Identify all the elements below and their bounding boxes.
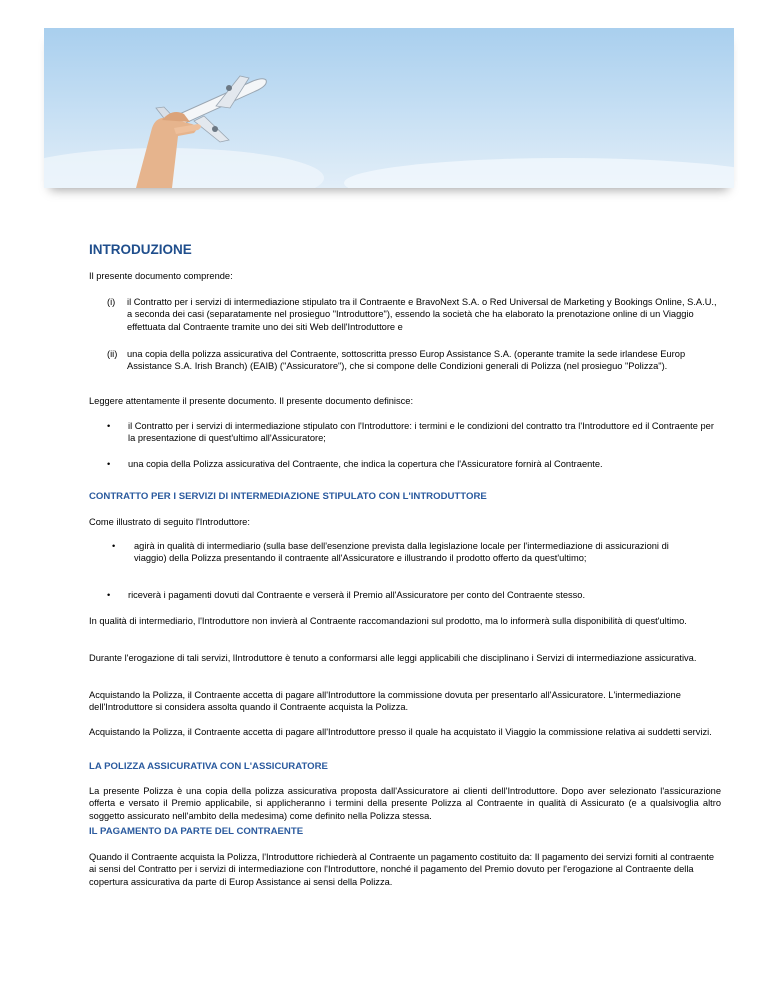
paragraph: Quando il Contraente acquista la Polizza, l'Introduttore richiederà al Contraente un pagamento costituito da: Il pagamento dei servizi forniti al contraente ai sensi del Contratto per i servizi di intermediazione con l'Introduttore, nonché il pagamento del Premio dovuto per l'erogazione al Contraente della copertura assicurativa da parte di Europ Assistance ai sensi della Polizza. bbox=[89, 852, 715, 887]
item-text: agirà in qualità di intermediario (sulla base dell'esenzione prevista dalla legislazione locale per l'intermediazione di assicurazioni di viaggio) della Polizza presentando il contraente all'Assicuratore e illustrando il prodotto offerto da quest'ultimo; bbox=[134, 541, 669, 564]
section-heading-intermediazione: CONTRATTO PER I SERVIZI DI INTERMEDIAZIONE STIPULATO CON L'INTRODUTTORE bbox=[89, 491, 487, 502]
section-lead: Come illustrato di seguito l'Introduttore: bbox=[89, 517, 250, 527]
hero-image bbox=[44, 28, 734, 188]
bullet-icon: • bbox=[112, 541, 116, 551]
page-title: INTRODUZIONE bbox=[89, 242, 192, 257]
bullet-item-3 bbox=[112, 540, 672, 580]
paragraph: Durante l'erogazione di tali servizi, lIntroduttore è tenuto a conformarsi alle leggi applicabili che disciplinano i Servizi di intermediazione assicurativa. bbox=[89, 653, 697, 663]
item-text: una copia della Polizza assicurativa del Contraente, che indica la copertura che l'Assicuratore fornirà al Contraente. bbox=[128, 459, 603, 469]
item-marker: (ii) bbox=[107, 349, 118, 359]
paragraph: Acquistando la Polizza, il Contraente accetta di pagare all'Introduttore la commissione dovuta per presentarlo all'Assicuratore. L'intermediazione dell'Introduttore si considera assolta quando il Contraente acquista la Polizza. bbox=[89, 690, 681, 713]
intro-lead: Il presente documento comprende: bbox=[89, 271, 233, 281]
bullet-item-2 bbox=[107, 458, 721, 472]
read-note: Leggere attentamente il presente documento. Il presente documento definisce: bbox=[89, 396, 414, 406]
bullet-item-4 bbox=[107, 589, 721, 603]
paragraph: In qualità di intermediario, l'Introduttore non invierà al Contraente raccomandazioni sul prodotto, ma lo informerà sulla disponibilità di quest'ultimo. bbox=[89, 616, 687, 626]
section-heading-pagamento: IL PAGAMENTO DA PARTE DEL CONTRAENTE bbox=[89, 826, 304, 837]
numbered-item-2 bbox=[107, 348, 721, 388]
item-text: il Contratto per i servizi di intermediazione stipulato con l'Introduttore: i termini e le condizioni del contratto tra l'Introduttore ed il Contraente per la presentazione di quest'ultimo all'Assicuratore; bbox=[128, 421, 714, 444]
item-marker: (i) bbox=[107, 297, 116, 307]
section-heading-polizza: LA POLIZZA ASSICURATIVA CON L'ASSICURATORE bbox=[89, 761, 328, 772]
bullet-icon: • bbox=[107, 421, 111, 431]
item-text: il Contratto per i servizi di intermediazione stipulato tra il Contraente e BravoNext S.A. o Red Universal de Marketing y Bookings Online, S.A.U., a seconda dei casi (separatamente nel prosieguo "Introduttore"), essendo la società che ha elaborato la prenotazione online di un Viaggio effettuata dal Contraente tramite uno dei siti Web dell'Introduttore e bbox=[127, 297, 717, 332]
paragraph: Acquistando la Polizza, il Contraente accetta di pagare all'Introduttore presso il quale ha acquistato il Viaggio la commissione relativa ai suddetti servizi. bbox=[89, 727, 712, 737]
airplane-illustration bbox=[44, 28, 734, 188]
bullet-item-1 bbox=[107, 420, 721, 448]
numbered-item-1 bbox=[107, 296, 721, 336]
paragraph: La presente Polizza è una copia della polizza assicurativa proposta dall'Assicuratore ai clienti dell'Introduttore. Dopo aver selezionato l'assicurazione offerta e versato il Premio applicabile, si applicheranno i termini della presente Polizza al Contraente in qualità di Assicurato (e a qualsivoglia altro soggetto assicurato nell'ambito della medesima) come definito nella Polizza stessa. bbox=[89, 786, 721, 821]
bullet-icon: • bbox=[107, 459, 111, 469]
item-text: riceverà i pagamenti dovuti dal Contraente e verserà il Premio all'Assicuratore per conto del Contraente stesso. bbox=[128, 590, 586, 600]
item-text: una copia della polizza assicurativa del Contraente, sottoscritta presso Europ Assistance S.A. (operante tramite la sede irlandese Europ Assistance S.A. Irish Branch) (EAIB) ("Assicuratore"), che si compone delle Condizioni generali di Polizza (nel prosieguo "Polizza"). bbox=[127, 349, 686, 372]
bullet-icon: • bbox=[107, 590, 111, 600]
